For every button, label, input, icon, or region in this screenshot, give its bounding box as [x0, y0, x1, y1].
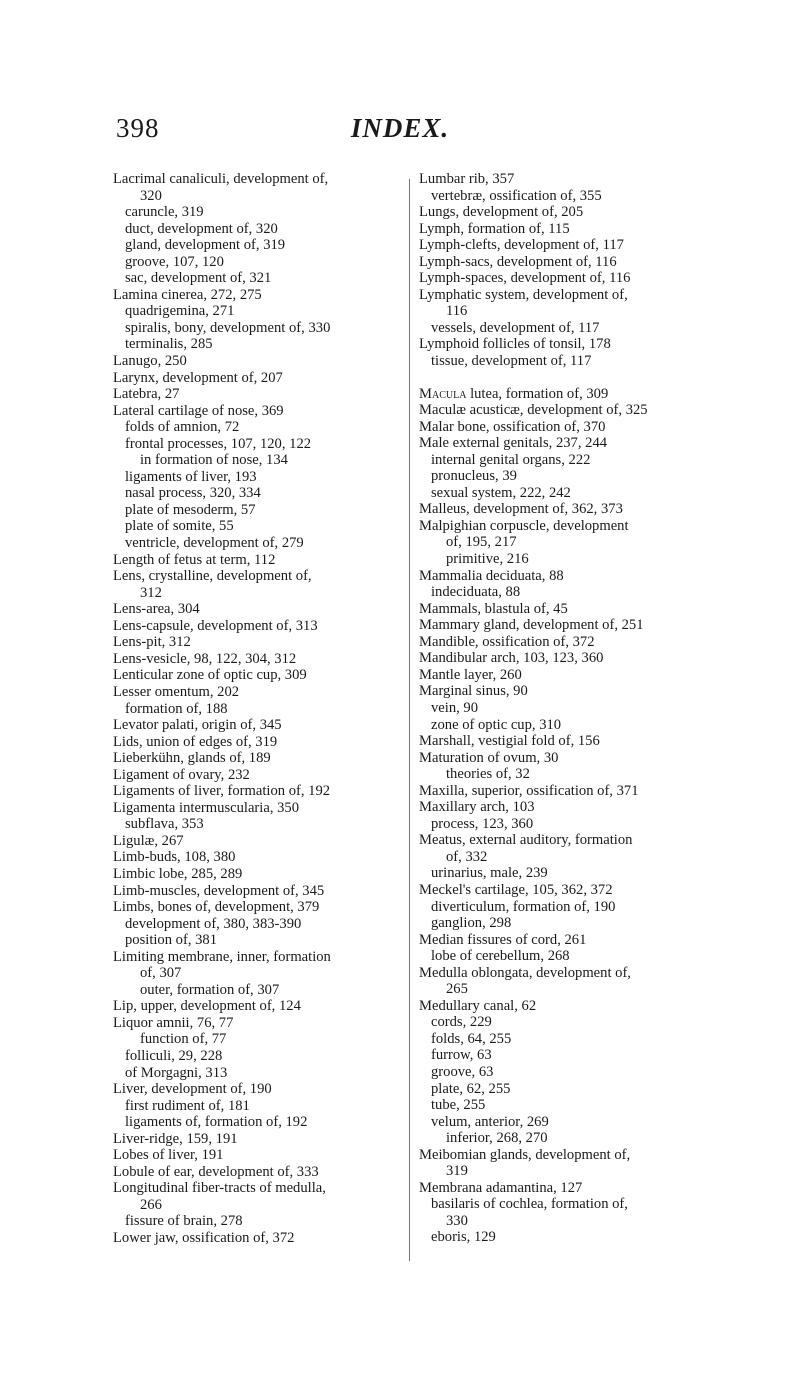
index-entry: Lymphoid follicles of tonsil, 178: [419, 336, 611, 353]
index-entry: Lip, upper, development of, 124: [113, 998, 301, 1015]
index-entry: Lungs, development of, 205: [419, 204, 584, 221]
index-entry: ganglion, 298: [431, 915, 512, 932]
index-entry: Limiting membrane, inner, formation: [113, 948, 331, 965]
index-entry: subflava, 353: [125, 816, 204, 833]
index-entry: plate of somite, 55: [125, 518, 234, 535]
index-entry: development of, 380, 383-390: [125, 915, 302, 932]
index-entry: pronucleus, 39: [431, 468, 517, 485]
index-entry: lobe of cerebellum, 268: [431, 948, 570, 965]
index-entry: Mandibular arch, 103, 123, 360: [419, 650, 604, 667]
index-entry: Lymph, formation of, 115: [419, 220, 570, 237]
index-entry: Larynx, development of, 207: [113, 369, 283, 386]
index-entry: cords, 229: [431, 1014, 492, 1031]
section-gap: [419, 370, 726, 386]
index-entry: Male external genitals, 237, 244: [419, 435, 608, 452]
index-entry: Lymph-spaces, development of, 116: [419, 270, 631, 287]
index-column-left: [113, 171, 413, 1247]
index-entry: caruncle, 319: [125, 204, 204, 221]
index-entry: of, 195, 217: [446, 534, 517, 551]
index-entry: 320: [140, 187, 162, 204]
index-entry: Limbic lobe, 285, 289: [113, 865, 243, 882]
index-section-l: [419, 171, 726, 370]
index-entry: first rudiment of, 181: [125, 1097, 250, 1114]
index-entry: 330: [446, 1212, 468, 1229]
index-entry: fissure of brain, 278: [125, 1213, 243, 1230]
index-entry: velum, anterior, 269: [431, 1113, 549, 1130]
index-entry: Marshall, vestigial fold of, 156: [419, 733, 600, 750]
index-entry: of, 307: [140, 965, 182, 982]
index-entry: Limb-buds, 108, 380: [113, 849, 236, 866]
index-entry: Maculæ acusticæ, development of, 325: [419, 402, 648, 419]
index-entry: inferior, 268, 270: [446, 1130, 548, 1147]
index-entry: in formation of nose, 134: [140, 452, 288, 469]
index-entry: Lumbar rib, 357: [419, 171, 515, 187]
index-entry: Lobule of ear, development of, 333: [113, 1163, 319, 1180]
index-entry: Malpighian corpuscle, development: [419, 517, 629, 534]
index-entry: Median fissures of cord, 261: [419, 931, 587, 948]
index-entry: process, 123, 360: [431, 815, 534, 832]
index-entry: 266: [140, 1196, 162, 1213]
index-entry: Liver, development of, 190: [113, 1081, 272, 1098]
index-entry: Meibomian glands, development of,: [419, 1146, 631, 1163]
index-entry: nasal process, 320, 334: [125, 485, 261, 502]
index-entry: Lateral cartilage of nose, 369: [113, 402, 284, 419]
index-entry: Lamina cinerea, 272, 275: [113, 286, 262, 303]
index-entry: 265: [446, 981, 468, 998]
index-entry: 116: [446, 303, 468, 320]
index-entry: urinarius, male, 239: [431, 865, 548, 882]
index-entry: ligaments of liver, 193: [125, 468, 257, 485]
index-entry: of Morgagni, 313: [125, 1064, 228, 1081]
index-entry: terminalis, 285: [125, 336, 213, 353]
index-entry: Lids, union of edges of, 319: [113, 733, 278, 750]
index-entry: indeciduata, 88: [431, 584, 521, 601]
index-entry: of, 332: [446, 848, 488, 865]
index-entry: tube, 255: [431, 1097, 486, 1114]
index-entry: folds of amnion, 72: [125, 419, 240, 436]
index-entry: Liquor amnii, 76, 77: [113, 1014, 234, 1031]
index-entry: Levator palati, origin of, 345: [113, 717, 282, 734]
index-entry: Limbs, bones of, development, 379: [113, 899, 320, 916]
index-entry: Length of fetus at term, 112: [113, 551, 276, 568]
index-entry: folds, 64, 255: [431, 1030, 512, 1047]
index-entry: Medullary canal, 62: [419, 997, 537, 1014]
index-entry: Lieberkühn, glands of, 189: [113, 750, 271, 767]
running-head: INDEX.: [350, 113, 450, 143]
index-column-right: [419, 171, 726, 1246]
index-entry: Lymph-clefts, development of, 117: [419, 237, 624, 254]
index-entry: Lymphatic system, development of,: [419, 286, 628, 303]
index-entry: folliculi, 29, 228: [125, 1047, 223, 1064]
index-entry: Lens-vesicle, 98, 122, 304, 312: [113, 650, 297, 667]
index-entry: Ligamenta intermuscularia, 350: [113, 799, 300, 816]
index-entry: Meckel's cartilage, 105, 362, 372: [419, 881, 613, 898]
index-entry: Malleus, development of, 362, 373: [419, 501, 623, 518]
index-entry: diverticulum, formation of, 190: [431, 898, 616, 915]
index-entry: 312: [140, 584, 162, 601]
index-entry: sac, development of, 321: [125, 270, 272, 287]
index-entry: furrow, 63: [431, 1047, 492, 1064]
index-entry: plate of mesoderm, 57: [125, 501, 256, 518]
page-header: [0, 108, 800, 148]
index-entry: Ligulæ, 267: [113, 832, 184, 849]
column-divider: [409, 179, 410, 1261]
index-entry: Ligament of ovary, 232: [113, 766, 250, 783]
index-entry: Lanugo, 250: [113, 353, 187, 370]
index-entry: outer, formation of, 307: [140, 981, 280, 998]
index-entry: Lacrimal canaliculi, development of,: [113, 171, 329, 187]
index-entry: internal genital organs, 222: [431, 451, 591, 468]
index-entry: Lens-area, 304: [113, 601, 200, 618]
index-entry: Lenticular zone of optic cup, 309: [113, 667, 307, 684]
index-entry: Maturation of ovum, 30: [419, 749, 559, 766]
index-entry: Malar bone, ossification of, 370: [419, 418, 606, 435]
index-entry: Mantle layer, 260: [419, 666, 522, 683]
index-entry: Marginal sinus, 90: [419, 683, 528, 700]
index-entry: vertebræ, ossification of, 355: [431, 187, 602, 204]
index-entry: Lens-pit, 312: [113, 634, 191, 651]
index-entry: eboris, 129: [431, 1229, 496, 1246]
index-entry: Membrana adamantina, 127: [419, 1179, 583, 1196]
index-entry: quadrigemina, 271: [125, 303, 235, 320]
index-entry: Lens, crystalline, development of,: [113, 568, 312, 585]
index-entry: frontal processes, 107, 120, 122: [125, 435, 312, 452]
index-entry: zone of optic cup, 310: [431, 716, 562, 733]
index-entry: Medulla oblongata, development of,: [419, 964, 631, 981]
index-entry: Meatus, external auditory, formation: [419, 832, 633, 849]
index-entry: Lymph-sacs, development of, 116: [419, 253, 617, 270]
index-entry: gland, development of, 319: [125, 237, 286, 254]
index-section-m: [419, 386, 726, 1246]
index-entry: Mammalia deciduata, 88: [419, 567, 564, 584]
index-entry: Lower jaw, ossification of, 372: [113, 1230, 295, 1246]
index-entry: Mammary gland, development of, 251: [419, 617, 644, 634]
index-entry: Liver-ridge, 159, 191: [113, 1130, 238, 1147]
index-entry: position of, 381: [125, 932, 218, 949]
index-entry: Mandible, ossification of, 372: [419, 633, 595, 650]
index-entry: ventricle, development of, 279: [125, 535, 304, 552]
index-entry: Maxilla, superior, ossification of, 371: [419, 782, 639, 799]
index-entry: spiralis, bony, development of, 330: [125, 319, 331, 336]
index-entry: plate, 62, 255: [431, 1080, 511, 1097]
index-entry: vessels, development of, 117: [431, 319, 600, 336]
index-entry: groove, 107, 120: [125, 253, 224, 270]
index-entry: Lesser omentum, 202: [113, 683, 240, 700]
index-entry: 319: [446, 1163, 468, 1180]
index-entry: Lobes of liver, 191: [113, 1147, 224, 1164]
index-entry: ligaments of, formation of, 192: [125, 1114, 308, 1131]
index-entry: formation of, 188: [125, 700, 228, 717]
index-entry: Macula lutea, formation of, 309: [419, 385, 609, 402]
index-entry: Lens-capsule, development of, 313: [113, 617, 318, 634]
index-entry: vein, 90: [431, 699, 479, 716]
index-entry: duct, development of, 320: [125, 220, 278, 237]
index-entry: Limb-muscles, development of, 345: [113, 882, 325, 899]
index-entry: primitive, 216: [446, 551, 529, 568]
index-entry: Ligaments of liver, formation of, 192: [113, 783, 331, 800]
index-entry: Latebra, 27: [113, 386, 180, 403]
index-entry: basilaris of cochlea, formation of,: [431, 1196, 628, 1213]
index-entry: Longitudinal fiber-tracts of medulla,: [113, 1180, 326, 1197]
index-entry: groove, 63: [431, 1063, 494, 1080]
index-entry: theories of, 32: [446, 766, 530, 783]
index-entry: Mammals, blastula of, 45: [419, 600, 568, 617]
page-number: 398: [116, 113, 160, 143]
index-entry: Maxillary arch, 103: [419, 799, 535, 816]
index-entry: tissue, development of, 117: [431, 353, 592, 370]
index-entry: function of, 77: [140, 1031, 227, 1048]
index-entry: sexual system, 222, 242: [431, 484, 571, 501]
